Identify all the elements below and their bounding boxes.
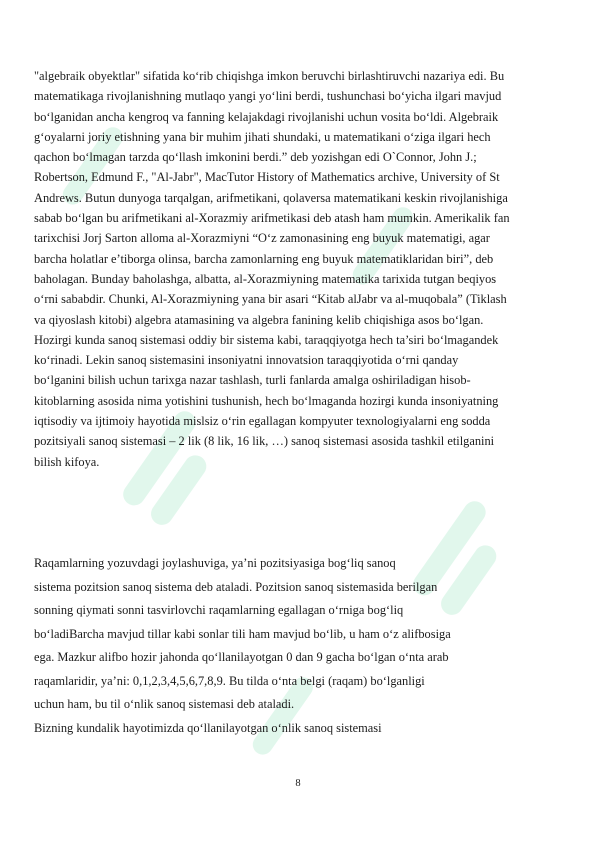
text-line: bo‘lganidan ancha kengroq va fanning kelajakdagi rivojlanishi uchun vosita bo‘ldi. Algebraik <box>34 109 499 124</box>
text-line: barcha holatlar e’tiborga olinsa, barcha zamonlarning eng buyuk matematiklaridan biri”, deb <box>34 251 494 266</box>
text-line: pozitsiyali sanoq sistemasi – 2 lik (8 lik, 16 lik, …) sanoq sistemasi asosida tashkil etilganini <box>34 434 495 449</box>
text-line: "algebraik obyektlar" sifatida ko‘rib chiqishga imkon beruvchi birlashtiruvchi nazariya edi. Bu <box>34 69 505 83</box>
text-line: va qiyoslash kitobi) algebra atamasining va algebra fanining kelib chiqishiga asos bo‘lgan. <box>34 312 484 327</box>
text-line: Hozirgi kunda sanoq sistemasi oddiy bir sistema kabi, taraqqiyotga hech ta’siri bo‘lmagandek <box>34 332 499 347</box>
text-line: Andrews. Butun dunyoga tarqalgan, arifmetikani, qolaversa matematikani keskin rivojlanishiga <box>34 190 508 205</box>
text-line: sabab bo‘lgan bu arifmetikani al-Xorazmiy arifmetikasi deb atash ham mumkin. Amerikalik fan <box>34 211 510 226</box>
text-line: iqtisodiy va ijtimoiy hayotida mislsiz o‘rin egallagan kompyuter texnologiyalarni eng sodda <box>34 414 491 429</box>
text-line: bo‘ladiBarcha mavjud tillar kabi sonlar tili ham mavjud bo‘lib, u ham o‘z alifbosiga <box>34 626 451 641</box>
text-line: tarixchisi Jorj Sarton alloma al-Xorazmiyni “O‘z zamonasining eng buyuk matematigi, agar <box>34 231 490 246</box>
text-line: baholagan. Bunday baholashga, albatta, al-Xorazmiyning matematika tarixida tutgan beqiyos <box>34 271 497 286</box>
text-line: bo‘lganini bilish uchun tarixga nazar tashlash, turli fanlarda amalga oshiriladigan hisob- <box>34 373 471 388</box>
text-line: matematikaga rivojlanishning mutlaqo yangi yo‘lini berdi, tushunchasi bo‘yicha ilgari mavjud <box>34 89 502 104</box>
text-line: g‘oyalarni joriy etishning yana bir muhim jihati shundaki, u matematikani o‘ziga ilgari hech <box>34 129 491 144</box>
page-number: 8 <box>295 778 301 789</box>
text-line: ega. Mazkur alifbo hozir jahonda qo‘llanilayotgan 0 dan 9 gacha bo‘lgan o‘nta arab <box>34 650 449 664</box>
text-line: uchun ham, bu til o‘nlik sanoq sistemasi deb ataladi. <box>34 697 295 711</box>
text-line: o‘rni sababdir. Chunki, Al-Xorazmiyning yana bir asari “Kitab alJabr va al-muqobala” (Tiklash <box>34 292 507 307</box>
text-line: Bizning kundalik hayotimizda qo‘llanilayotgan o‘nlik sanoq sistemasi <box>34 720 382 735</box>
text-line: Robertson, Edmund F., "Al-Jabr", MacTutor History of Mathematics archive, University of St <box>34 170 500 185</box>
text-line: sistema pozitsion sanoq sistema deb ataladi. Pozitsion sanoq sistemasida berilgan <box>34 579 438 594</box>
text-line: bilish kifoya. <box>34 454 100 469</box>
body-paragraph-1 <box>34 66 568 472</box>
text-line: ko‘rinadi. Lekin sanoq sistemasini insoniyatni innovatsion taraqqiyotida o‘rni qanday <box>34 353 459 368</box>
body-paragraph-2 <box>34 552 568 740</box>
text-line: Raqamlarning yozuvdagi joylashuviga, ya’ni pozitsiyasiga bog‘liq sanoq <box>34 556 396 570</box>
text-line: qachon bo‘lmagan tarzda qo‘llash imkonini berdi.” deb yozishgan edi O`Connor, John J.; <box>34 150 477 165</box>
text-line: kitoblarning asosida nima yotishini tushunish, hech bo‘lmaganda hozirgi kunda insoniyatning <box>34 393 499 408</box>
text-line: sonning qiymati sonni tasvirlovchi raqamlarning egallagan o‘rniga bog‘liq <box>34 603 404 617</box>
text-line: raqamlaridir, ya’ni: 0,1,2,3,4,5,6,7,8,9. Bu tilda o‘nta belgi (raqam) bo‘lganligi <box>34 673 425 688</box>
